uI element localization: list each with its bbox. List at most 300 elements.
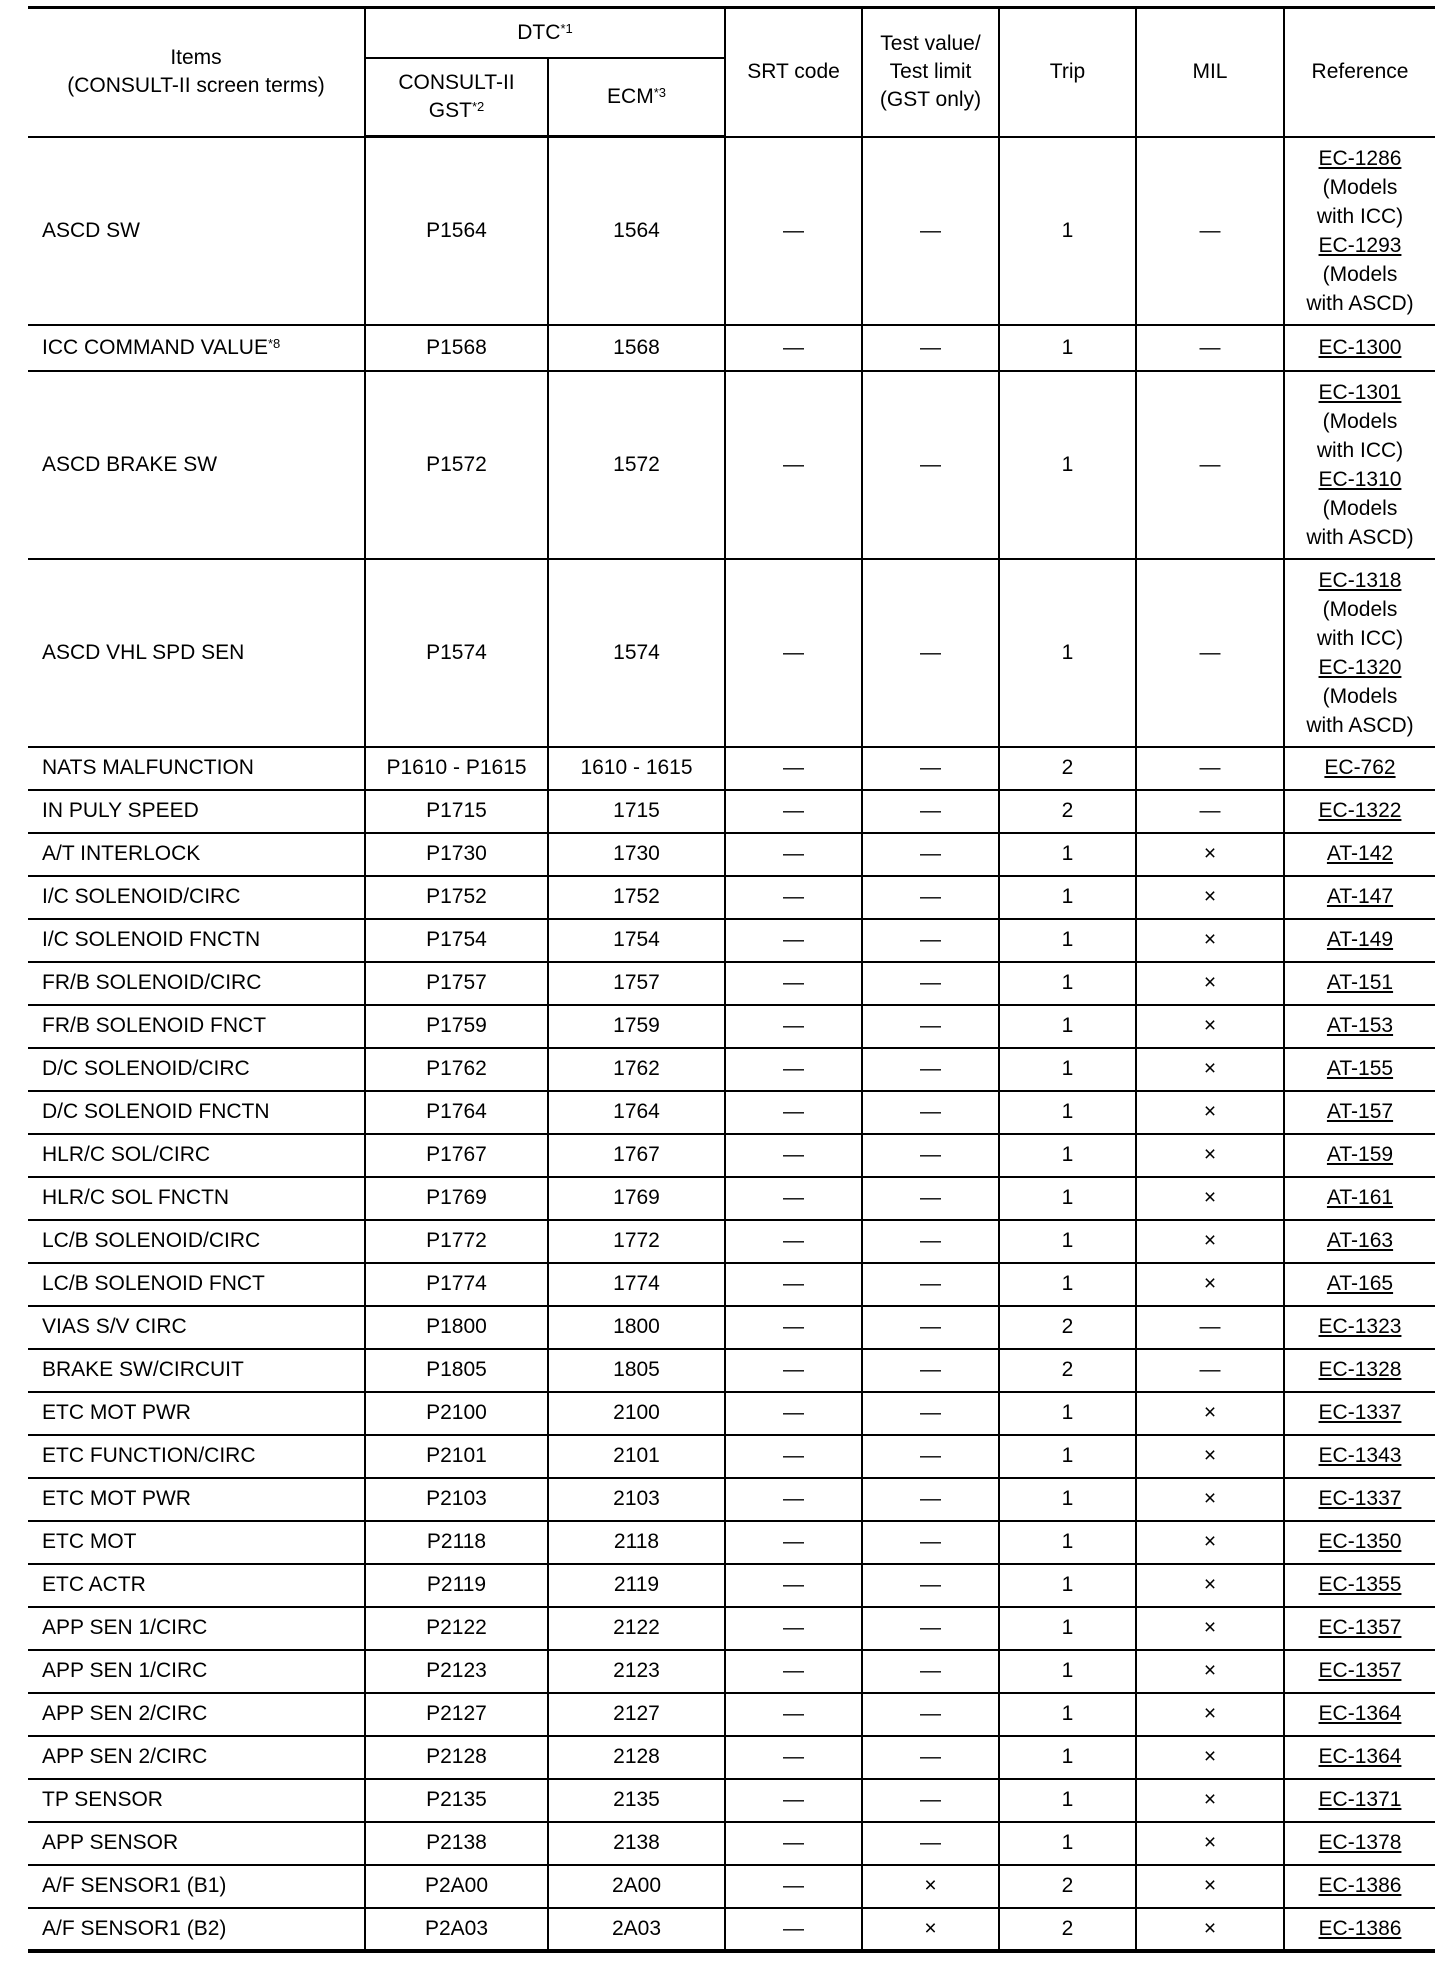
trip-cell: 1 (999, 559, 1136, 747)
consult-cell: P2A03 (365, 1908, 548, 1951)
reference-link[interactable]: AT-163 (1326, 1229, 1394, 1252)
item-label: D/C SOLENOID/CIRC (42, 1057, 250, 1080)
reference-link[interactable]: EC-1386 (1318, 1874, 1402, 1897)
mil-cell: — (1136, 1306, 1284, 1349)
srt-cell: — (725, 962, 862, 1005)
mil-cell: — (1136, 137, 1284, 325)
table-row (28, 325, 1435, 371)
srt-cell: — (725, 919, 862, 962)
reference-link[interactable]: EC-1300 (1318, 335, 1402, 359)
reference-cell (1284, 1048, 1435, 1091)
ecm-cell: 1574 (548, 559, 725, 747)
item-cell (28, 1177, 365, 1220)
ecm-cell: 2119 (548, 1564, 725, 1607)
consult-cell: P1772 (365, 1220, 548, 1263)
consult-cell: P1759 (365, 1005, 548, 1048)
reference-link[interactable]: EC-1328 (1318, 1358, 1402, 1381)
trip-cell: 1 (999, 1478, 1136, 1521)
reference-link[interactable]: AT-151 (1326, 971, 1394, 994)
reference-link[interactable]: EC-1286 (1318, 146, 1402, 170)
item-label: NATS MALFUNCTION (42, 756, 254, 779)
table-row (28, 1693, 1435, 1736)
mil-cell: — (1136, 1349, 1284, 1392)
reference-link[interactable]: AT-149 (1326, 928, 1394, 951)
item-cell (28, 962, 365, 1005)
ecm-cell: 2103 (548, 1478, 725, 1521)
reference-note: (Models (1322, 175, 1398, 199)
reference-note: with ASCD) (1306, 525, 1414, 549)
consult-cell: P1752 (365, 876, 548, 919)
test-cell: — (862, 1435, 999, 1478)
mil-cell: — (1136, 325, 1284, 371)
mil-cell: × (1136, 1177, 1284, 1220)
item-label: A/F SENSOR1 (B2) (42, 1916, 227, 1940)
srt-cell: — (725, 1478, 862, 1521)
reference-link[interactable]: EC-1318 (1318, 568, 1402, 592)
table-row (28, 1865, 1435, 1908)
item-label: VIAS S/V CIRC (42, 1315, 187, 1338)
test-cell: — (862, 1263, 999, 1306)
trip-cell: 2 (999, 1908, 1136, 1951)
trip-cell: 1 (999, 1263, 1136, 1306)
reference-cell (1284, 137, 1435, 325)
reference-link[interactable]: EC-1355 (1318, 1573, 1402, 1596)
header-mil (1136, 8, 1284, 137)
consult-cell: P2103 (365, 1478, 548, 1521)
mil-cell: × (1136, 1650, 1284, 1693)
mil-cell: × (1136, 962, 1284, 1005)
reference-cell (1284, 1177, 1435, 1220)
reference-cell (1284, 325, 1435, 371)
mil-cell: × (1136, 1564, 1284, 1607)
header-reference-label: Reference (1311, 60, 1409, 84)
mil-cell: × (1136, 1607, 1284, 1650)
table-row (28, 1564, 1435, 1607)
item-cell (28, 1564, 365, 1607)
reference-cell (1284, 1220, 1435, 1263)
ecm-cell: 1715 (548, 790, 725, 833)
test-cell: — (862, 747, 999, 790)
header-items-line2: (CONSULT-II screen terms) (67, 74, 325, 98)
test-cell: — (862, 1478, 999, 1521)
item-label: APP SENSOR (42, 1831, 179, 1854)
consult-cell: P1715 (365, 790, 548, 833)
test-cell: × (862, 1908, 999, 1951)
srt-cell: — (725, 1177, 862, 1220)
table-row (28, 371, 1435, 559)
mil-cell: — (1136, 559, 1284, 747)
reference-link[interactable]: EC-762 (1324, 756, 1396, 779)
item-cell (28, 1478, 365, 1521)
trip-cell: 1 (999, 876, 1136, 919)
test-cell: — (862, 325, 999, 371)
trip-cell: 1 (999, 1392, 1136, 1435)
trip-cell: 2 (999, 1865, 1136, 1908)
reference-link[interactable]: AT-161 (1326, 1186, 1394, 1209)
srt-cell: — (725, 1607, 862, 1650)
dtc-table (28, 6, 1435, 1953)
table-row (28, 962, 1435, 1005)
ecm-cell: 2A03 (548, 1908, 725, 1951)
srt-cell: — (725, 371, 862, 559)
ecm-cell: 1767 (548, 1134, 725, 1177)
mil-cell: × (1136, 1865, 1284, 1908)
item-label: IN PULY SPEED (42, 799, 199, 822)
consult-cell: P2135 (365, 1779, 548, 1822)
item-label: A/T INTERLOCK (42, 842, 201, 865)
reference-link[interactable]: AT-159 (1326, 1143, 1394, 1166)
reference-link[interactable]: EC-1310 (1318, 467, 1402, 491)
trip-cell: 1 (999, 371, 1136, 559)
reference-link[interactable]: EC-1371 (1318, 1788, 1402, 1811)
item-cell (28, 747, 365, 790)
mil-cell: × (1136, 1005, 1284, 1048)
test-cell: — (862, 1306, 999, 1349)
table-row (28, 833, 1435, 876)
consult-cell: P1805 (365, 1349, 548, 1392)
mil-cell: × (1136, 1134, 1284, 1177)
header-dtc (365, 8, 725, 59)
test-cell: — (862, 1822, 999, 1865)
reference-link[interactable]: AT-157 (1326, 1100, 1394, 1123)
trip-cell: 1 (999, 325, 1136, 371)
trip-cell: 1 (999, 1091, 1136, 1134)
reference-cell (1284, 1349, 1435, 1392)
mil-cell: × (1136, 1822, 1284, 1865)
ecm-cell: 2101 (548, 1435, 725, 1478)
mil-cell: × (1136, 1521, 1284, 1564)
item-label: APP SEN 2/CIRC (42, 1702, 208, 1725)
test-cell: — (862, 1736, 999, 1779)
reference-cell (1284, 1736, 1435, 1779)
reference-link[interactable]: EC-1357 (1318, 1659, 1402, 1682)
reference-cell (1284, 1263, 1435, 1306)
reference-cell (1284, 1693, 1435, 1736)
consult-cell: P2128 (365, 1736, 548, 1779)
ecm-cell: 2118 (548, 1521, 725, 1564)
item-cell: ASCD BRAKE SW (28, 371, 365, 559)
reference-cell (1284, 1650, 1435, 1693)
ecm-cell: 2127 (548, 1693, 725, 1736)
mil-cell: — (1136, 371, 1284, 559)
table-row (28, 1478, 1435, 1521)
srt-cell: — (725, 1048, 862, 1091)
reference-link[interactable]: EC-1364 (1318, 1702, 1402, 1725)
reference-link[interactable]: AT-147 (1326, 885, 1394, 908)
trip-cell: 2 (999, 790, 1136, 833)
srt-cell: — (725, 1435, 862, 1478)
item-cell (28, 1005, 365, 1048)
mil-cell: × (1136, 1478, 1284, 1521)
test-cell: — (862, 137, 999, 325)
header-ecm-label: ECM (607, 85, 654, 108)
header-dtc-label: DTC (517, 21, 561, 44)
ecm-cell: 1774 (548, 1263, 725, 1306)
header-test-line1: Test value/ (880, 32, 981, 56)
header-consult (365, 58, 548, 137)
reference-cell (1284, 559, 1435, 747)
table-row (28, 1048, 1435, 1091)
reference-link[interactable]: EC-1320 (1318, 655, 1402, 679)
item-label: ETC MOT PWR (42, 1487, 191, 1510)
consult-cell: P2138 (365, 1822, 548, 1865)
table-row (28, 1822, 1435, 1865)
consult-cell: P1572 (365, 371, 548, 559)
reference-link[interactable]: EC-1293 (1318, 233, 1402, 257)
reference-link[interactable]: EC-1350 (1318, 1530, 1402, 1553)
srt-cell: — (725, 1779, 862, 1822)
header-srt (725, 8, 862, 137)
test-cell: — (862, 833, 999, 876)
trip-cell: 1 (999, 962, 1136, 1005)
item-label: BRAKE SW/CIRCUIT (42, 1358, 244, 1381)
reference-note: with ASCD) (1306, 713, 1414, 737)
header-consult-line1: CONSULT-II (398, 71, 515, 94)
srt-cell: — (725, 1306, 862, 1349)
dtc-table-page (28, 6, 1435, 1953)
header-consult-footnote: *2 (471, 99, 485, 114)
trip-cell: 1 (999, 833, 1136, 876)
item-cell (28, 1650, 365, 1693)
header-trip (999, 8, 1136, 137)
item-cell (28, 1435, 365, 1478)
test-cell: — (862, 876, 999, 919)
item-label: FR/B SOLENOID FNCT (42, 1014, 267, 1037)
item-label: ETC FUNCTION/CIRC (42, 1444, 256, 1467)
ecm-cell: 1800 (548, 1306, 725, 1349)
reference-cell (1284, 1435, 1435, 1478)
mil-cell: × (1136, 1392, 1284, 1435)
reference-link[interactable]: EC-1343 (1318, 1444, 1402, 1467)
item-cell (28, 1521, 365, 1564)
reference-cell (1284, 790, 1435, 833)
ecm-cell: 2135 (548, 1779, 725, 1822)
item-label: APP SEN 1/CIRC (42, 1659, 208, 1682)
reference-link[interactable]: EC-1322 (1318, 799, 1402, 822)
item-label: LC/B SOLENOID/CIRC (42, 1229, 261, 1252)
item-cell (28, 1048, 365, 1091)
item-label: FR/B SOLENOID/CIRC (42, 971, 262, 994)
item-cell: ASCD SW (28, 137, 365, 325)
table-body (28, 137, 1435, 1951)
srt-cell: — (725, 1263, 862, 1306)
table-header (28, 8, 1435, 137)
table-row (28, 559, 1435, 747)
item-label: A/F SENSOR1 (B1) (42, 1874, 227, 1897)
reference-cell (1284, 1521, 1435, 1564)
header-trip-label: Trip (1049, 60, 1086, 84)
item-cell (28, 1736, 365, 1779)
ecm-cell: 2A00 (548, 1865, 725, 1908)
trip-cell: 1 (999, 1521, 1136, 1564)
trip-cell: 1 (999, 1435, 1136, 1478)
ecm-cell: 1805 (548, 1349, 725, 1392)
ecm-cell: 1564 (548, 137, 725, 325)
item-label: TP SENSOR (42, 1788, 163, 1811)
trip-cell: 1 (999, 919, 1136, 962)
consult-cell: P1757 (365, 962, 548, 1005)
mil-cell: × (1136, 919, 1284, 962)
ecm-cell: 1759 (548, 1005, 725, 1048)
header-ecm (548, 58, 725, 137)
item-label: I/C SOLENOID FNCTN (42, 928, 261, 951)
item-cell (28, 1865, 365, 1908)
trip-cell: 1 (999, 1048, 1136, 1091)
trip-cell: 2 (999, 1349, 1136, 1392)
item-cell (28, 325, 365, 371)
mil-cell: × (1136, 1435, 1284, 1478)
reference-cell (1284, 876, 1435, 919)
table-row (28, 1392, 1435, 1435)
reference-note: with ICC) (1316, 438, 1404, 462)
mil-cell: × (1136, 876, 1284, 919)
item-label: LC/B SOLENOID FNCT (42, 1272, 265, 1295)
header-ecm-footnote: *3 (653, 85, 666, 100)
reference-cell (1284, 1392, 1435, 1435)
consult-cell: P1769 (365, 1177, 548, 1220)
item-cell (28, 1392, 365, 1435)
reference-cell (1284, 1478, 1435, 1521)
test-cell: — (862, 559, 999, 747)
reference-link[interactable]: EC-1386 (1318, 1916, 1402, 1940)
mil-cell: × (1136, 1263, 1284, 1306)
item-cell (28, 1822, 365, 1865)
ecm-cell: 2128 (548, 1736, 725, 1779)
consult-cell: P1610 - P1615 (365, 747, 548, 790)
reference-cell (1284, 1865, 1435, 1908)
item-label: ETC ACTR (42, 1573, 146, 1596)
test-cell: — (862, 1091, 999, 1134)
reference-link[interactable]: AT-165 (1326, 1272, 1394, 1295)
reference-note: (Models (1322, 262, 1398, 286)
item-cell (28, 1134, 365, 1177)
trip-cell: 1 (999, 1134, 1136, 1177)
table-row (28, 1908, 1435, 1951)
mil-cell: × (1136, 1693, 1284, 1736)
table-row (28, 1134, 1435, 1177)
header-test-line2: Test limit (889, 60, 972, 84)
reference-cell (1284, 1091, 1435, 1134)
ecm-cell: 1762 (548, 1048, 725, 1091)
trip-cell: 2 (999, 1306, 1136, 1349)
reference-link[interactable]: AT-153 (1326, 1014, 1394, 1037)
ecm-cell: 2123 (548, 1650, 725, 1693)
srt-cell: — (725, 747, 862, 790)
item-cell (28, 1220, 365, 1263)
test-cell: — (862, 919, 999, 962)
table-row (28, 919, 1435, 962)
srt-cell: — (725, 1349, 862, 1392)
srt-cell: — (725, 559, 862, 747)
srt-cell: — (725, 1650, 862, 1693)
header-items-line1: Items (170, 46, 222, 70)
table-row (28, 1779, 1435, 1822)
test-cell: — (862, 1134, 999, 1177)
header-test (862, 8, 999, 137)
ecm-cell: 1754 (548, 919, 725, 962)
reference-cell (1284, 1607, 1435, 1650)
trip-cell: 1 (999, 1564, 1136, 1607)
table-row (28, 1306, 1435, 1349)
ecm-cell: 1568 (548, 325, 725, 371)
test-cell: — (862, 1177, 999, 1220)
reference-cell (1284, 919, 1435, 962)
table-row (28, 790, 1435, 833)
srt-cell: — (725, 137, 862, 325)
header-dtc-footnote: *1 (560, 21, 573, 36)
trip-cell: 2 (999, 747, 1136, 790)
mil-cell: × (1136, 1736, 1284, 1779)
consult-cell: P1800 (365, 1306, 548, 1349)
srt-cell: — (725, 1693, 862, 1736)
reference-cell (1284, 833, 1435, 876)
srt-cell: — (725, 325, 862, 371)
reference-link[interactable]: AT-155 (1326, 1057, 1394, 1080)
reference-cell (1284, 1822, 1435, 1865)
ecm-cell: 1764 (548, 1091, 725, 1134)
mil-cell: × (1136, 1091, 1284, 1134)
srt-cell: — (725, 1564, 862, 1607)
test-cell: — (862, 962, 999, 1005)
reference-link[interactable]: EC-1323 (1318, 1315, 1402, 1338)
item-footnote: *8 (267, 335, 281, 351)
srt-cell: — (725, 1091, 862, 1134)
reference-note: (Models (1322, 409, 1398, 433)
reference-link[interactable]: AT-142 (1326, 842, 1394, 865)
reference-link[interactable]: EC-1378 (1318, 1831, 1402, 1854)
item-cell (28, 1349, 365, 1392)
table-row (28, 1091, 1435, 1134)
test-cell: — (862, 1693, 999, 1736)
item-label: HLR/C SOL FNCTN (42, 1186, 230, 1209)
reference-cell (1284, 371, 1435, 559)
item-cell: ASCD VHL SPD SEN (28, 559, 365, 747)
reference-link[interactable]: EC-1301 (1318, 380, 1402, 404)
item-label: ICC COMMAND VALUE (42, 335, 268, 359)
table-row (28, 1736, 1435, 1779)
consult-cell: P1762 (365, 1048, 548, 1091)
consult-cell: P1564 (365, 137, 548, 325)
reference-link[interactable]: EC-1337 (1318, 1401, 1402, 1424)
mil-cell: — (1136, 790, 1284, 833)
table-row (28, 1650, 1435, 1693)
table-row (28, 1607, 1435, 1650)
item-cell (28, 790, 365, 833)
reference-link[interactable]: EC-1364 (1318, 1745, 1402, 1768)
header-consult-line2: GST (428, 99, 472, 122)
srt-cell: — (725, 1521, 862, 1564)
srt-cell: — (725, 876, 862, 919)
reference-note: (Models (1322, 597, 1398, 621)
consult-cell: P1764 (365, 1091, 548, 1134)
ecm-cell: 1610 - 1615 (548, 747, 725, 790)
item-label: APP SEN 1/CIRC (42, 1616, 208, 1639)
trip-cell: 1 (999, 137, 1136, 325)
trip-cell: 1 (999, 1822, 1136, 1865)
ecm-cell: 1572 (548, 371, 725, 559)
item-label: ETC MOT PWR (42, 1401, 191, 1424)
reference-link[interactable]: EC-1337 (1318, 1487, 1402, 1510)
table-row (28, 1435, 1435, 1478)
trip-cell: 1 (999, 1736, 1136, 1779)
test-cell: — (862, 1005, 999, 1048)
table-row (28, 1521, 1435, 1564)
item-label: ETC MOT (42, 1530, 137, 1553)
reference-link[interactable]: EC-1357 (1318, 1616, 1402, 1639)
reference-note: with ICC) (1316, 626, 1404, 650)
table-row (28, 1220, 1435, 1263)
srt-cell: — (725, 1908, 862, 1951)
